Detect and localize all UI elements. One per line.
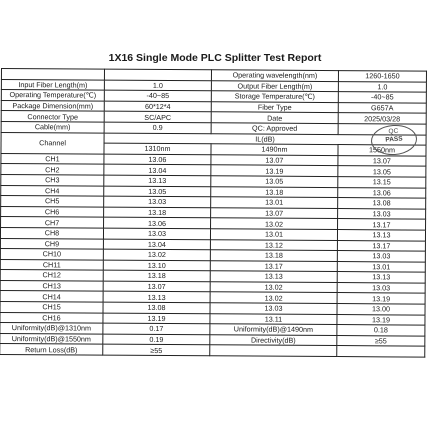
il-1490-value: 13.18 (211, 186, 338, 197)
channel-name: CH6 (1, 206, 104, 217)
info-value: 2025/03/28 (338, 113, 426, 124)
info-value: -40~85 (338, 92, 426, 103)
info-value: 1260-1650 (338, 71, 426, 82)
info-value: 60*12*4 (104, 101, 211, 112)
channel-name: CH16 (0, 312, 103, 323)
channel-name: CH10 (0, 249, 103, 260)
channel-name: CH15 (0, 302, 103, 313)
il-1550-value: 13.19 (337, 314, 425, 325)
il-1310-value: 13.19 (103, 313, 210, 324)
return-loss-row (0, 344, 425, 357)
il-1490-value: 13.18 (210, 250, 337, 261)
il-1550-value: 13.06 (338, 187, 426, 198)
il-1490-value: 13.13 (210, 271, 337, 282)
channel-name: CH12 (0, 270, 103, 281)
channel-name: CH2 (1, 164, 104, 175)
il-1490-value: 13.07 (211, 208, 338, 219)
il-1310-value: 13.03 (103, 228, 210, 239)
stamp-pass-text: PASS (385, 135, 403, 144)
channel-name: CH5 (1, 196, 104, 207)
report-title: 1X16 Single Mode PLC Splitter Test Report (108, 52, 322, 64)
return-loss-label: Return Loss(dB) (0, 344, 103, 355)
il-1310-value: 13.04 (103, 239, 210, 250)
channel-name: CH3 (1, 174, 104, 185)
info-label: Operating wavelength(nm) (211, 70, 338, 81)
il-1490-value: 13.11 (210, 313, 337, 324)
uniformity-1310-label: Uniformity(dB)@1310nm (0, 323, 103, 334)
wavelength-1550-header: 1550nm (338, 145, 426, 156)
il-1550-value: 13.15 (338, 176, 426, 187)
il-1310-value: 13.04 (104, 164, 211, 175)
il-1310-value: 13.07 (103, 281, 210, 292)
test-report-table (0, 68, 427, 358)
il-1310-value: 13.10 (103, 260, 210, 271)
uniformity-1550-value: 0.19 (103, 334, 210, 345)
channel-name: CH11 (0, 259, 103, 270)
il-1550-value: 13.17 (338, 219, 426, 230)
il-1310-value: 13.13 (103, 292, 210, 303)
uniformity-1310-value: 0.17 (103, 323, 210, 334)
il-1490-value: 13.01 (211, 197, 338, 208)
uniformity-1490-value: 0.18 (337, 325, 425, 336)
channel-header: Channel (1, 132, 104, 154)
il-1310-value: 13.18 (104, 207, 211, 218)
channel-name: CH9 (0, 238, 103, 249)
info-value (104, 69, 211, 80)
info-value: 0.9 (104, 122, 211, 133)
info-label: Fiber Type (211, 102, 338, 113)
il-1310-value: 13.03 (104, 196, 211, 207)
il-1550-value: 13.03 (337, 282, 425, 293)
info-label: Date (211, 112, 338, 123)
il-1490-value: 13.05 (211, 176, 338, 187)
il-1550-value: 13.08 (338, 198, 426, 209)
il-1310-value: 13.06 (104, 154, 211, 165)
directivity-label: Directivity(dB) (210, 335, 337, 346)
il-1550-value: 13.17 (337, 240, 425, 251)
channel-name: CH1 (1, 153, 104, 164)
channel-name: CH8 (0, 227, 103, 238)
il-header: IL(dB) (104, 133, 426, 146)
channel-name: CH13 (0, 280, 103, 291)
il-1490-value: 13.02 (211, 218, 338, 229)
channel-name: CH7 (1, 217, 104, 228)
il-1310-value: 13.02 (103, 249, 210, 260)
uniformity-1550-label: Uniformity(dB)@1550nm (0, 333, 103, 344)
il-1490-value: 13.19 (211, 165, 338, 176)
il-1490-value: 13.01 (210, 229, 337, 240)
info-label: Connector Type (1, 111, 104, 122)
uniformity-1490-label: Uniformity(dB)@1490nm (210, 324, 337, 335)
il-1490-value: 13.17 (210, 260, 337, 271)
il-1550-value: 13.13 (337, 272, 425, 283)
wavelength-1490-header: 1490nm (211, 144, 338, 155)
il-1490-value: 13.02 (210, 282, 337, 293)
il-1490-value: 13.07 (211, 155, 338, 166)
il-1310-value: 13.13 (104, 175, 211, 186)
il-1550-value: 13.03 (337, 251, 425, 262)
empty-cell (210, 345, 337, 356)
info-value: G657A (338, 102, 426, 113)
info-label: Cable(mm) (1, 121, 104, 132)
info-value: SC/APC (104, 112, 211, 123)
stamp-qc-text: QC (388, 127, 399, 136)
il-1550-value: 13.01 (337, 261, 425, 272)
il-1310-value: 13.08 (103, 302, 210, 313)
il-1550-value: 13.00 (337, 304, 425, 315)
info-value: -40~85 (104, 90, 211, 101)
info-label: QC: Approved (211, 123, 338, 134)
il-1550-value: 13.13 (337, 229, 425, 240)
directivity-value: ≥55 (337, 335, 425, 346)
il-1310-value: 13.06 (104, 217, 211, 228)
il-1490-value: 13.02 (210, 292, 337, 303)
il-1550-value: 13.19 (337, 293, 425, 304)
il-1310-value: 13.18 (103, 270, 210, 281)
info-label: Operating Temperature(℃) (1, 90, 104, 101)
info-value: 1.0 (104, 80, 211, 91)
return-loss-value: ≥55 (103, 345, 210, 356)
info-label: Output Fiber Length(m) (211, 80, 338, 91)
il-1550-value: 13.03 (338, 208, 426, 219)
il-1550-value: 13.07 (338, 155, 426, 166)
channel-name: CH4 (1, 185, 104, 196)
info-value: 1.0 (338, 81, 426, 92)
wavelength-1310-header: 1310nm (104, 143, 211, 154)
channel-name: CH14 (0, 291, 103, 302)
il-1310-value: 13.05 (104, 186, 211, 197)
info-label: Storage Temperature(℃) (211, 91, 338, 102)
info-label (1, 69, 104, 80)
info-label: Input Fiber Length(m) (1, 79, 104, 90)
il-1490-value: 13.03 (210, 303, 337, 314)
il-1490-value: 13.12 (210, 239, 337, 250)
empty-cell (337, 346, 425, 357)
info-label: Package Dimension(mm) (1, 100, 104, 111)
il-1550-value: 13.05 (338, 166, 426, 177)
